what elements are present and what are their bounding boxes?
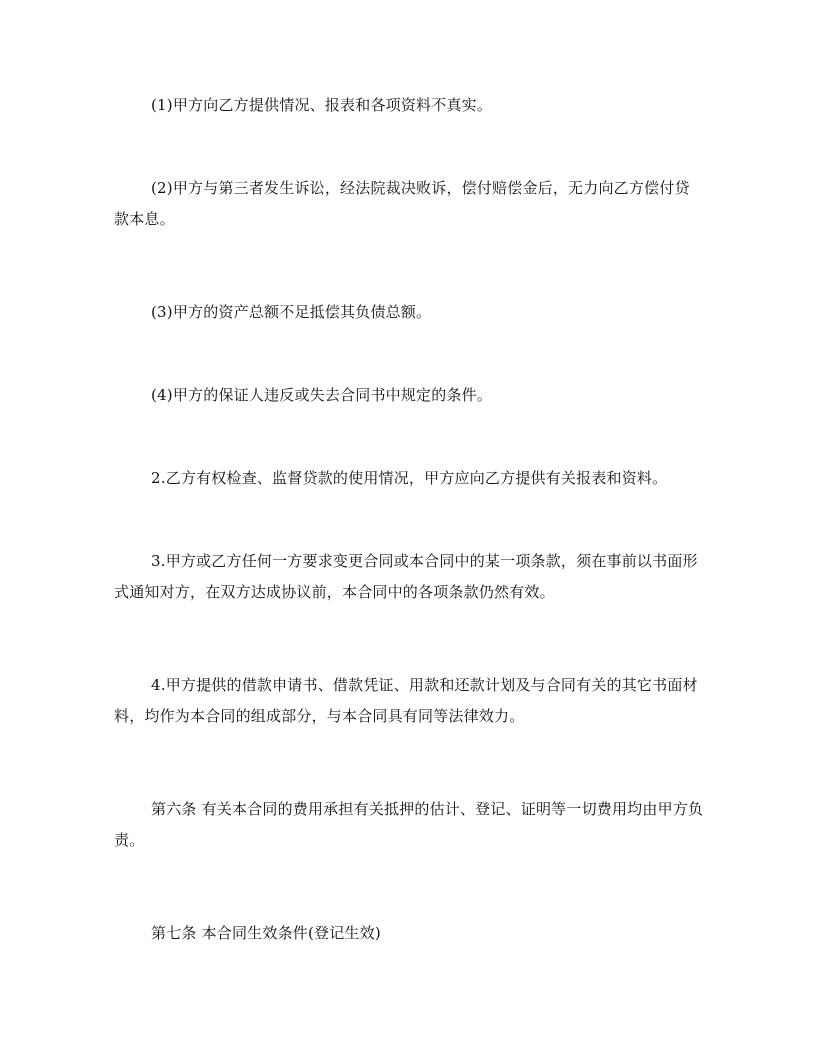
paragraph-article-6: 第六条 有关本合同的费用承担有关抵押的估计、登记、证明等一切费用均由甲方负责。	[114, 800, 704, 849]
paragraph-item-2: 2.乙方有权检查、监督贷款的使用情况，甲方应向乙方提供有关报表和资料。	[151, 469, 668, 487]
paragraph-item-3: 3.甲方或乙方任何一方要求变更合同或本合同中的某一项条款，须在事前以书面形式通知对方，在双方达成协议前，本合同中的各项条款仍然有效。	[114, 552, 698, 601]
paragraph-clause-1: (1)甲方向乙方提供情况、报表和各项资料不真实。	[151, 96, 493, 114]
paragraph-article-7: 第七条 本合同生效条件(登记生效)	[151, 924, 381, 942]
paragraph-item-4: 4.甲方提供的借款申请书、借款凭证、用款和还款计划及与合同有关的其它书面材料，均作为本合同的组成部分，与本合同具有同等法律效力。	[114, 676, 698, 725]
paragraph-clause-4: (4)甲方的保证人违反或失去合同书中规定的条件。	[151, 386, 493, 404]
paragraph-clause-3: (3)甲方的资产总额不足抵偿其负债总额。	[151, 303, 432, 321]
paragraph-clause-2: (2)甲方与第三者发生诉讼，经法院裁决败诉，偿付赔偿金后，无力向乙方偿付贷款本息。	[114, 179, 690, 228]
